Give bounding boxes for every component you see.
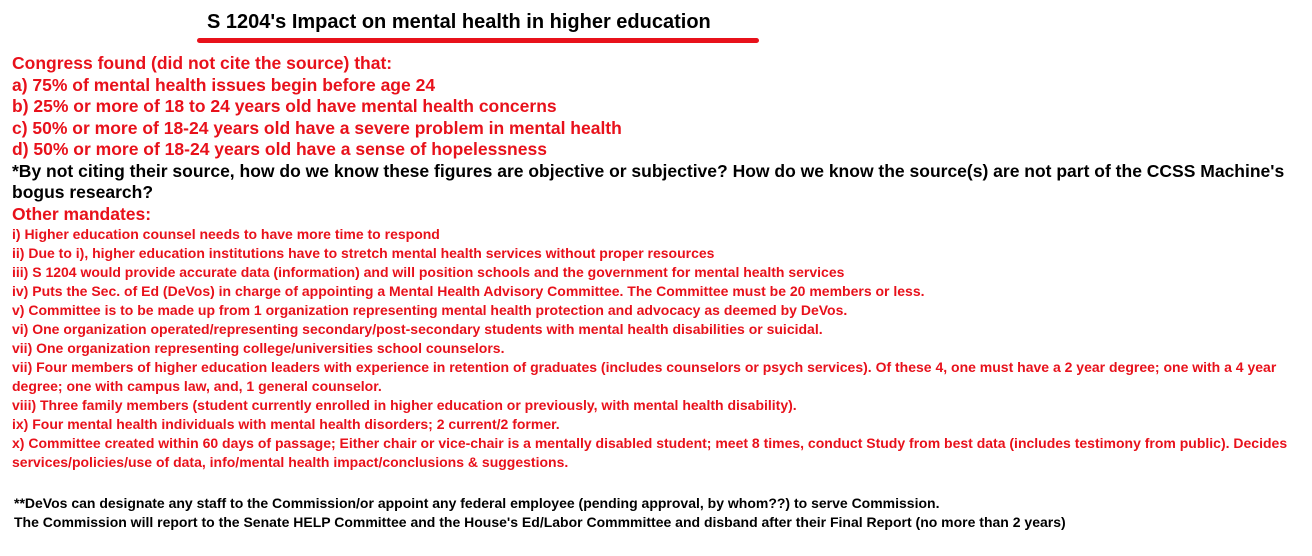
mandate-item: ii) Due to i), higher education institutions have to stretch mental health services without proper resources xyxy=(12,245,715,261)
footer-notes xyxy=(14,494,1309,532)
mandate-item: iv) Puts the Sec. of Ed (DeVos) in charge of appointing a Mental Health Advisory Committee. The Committee must be 20 members or less. xyxy=(12,283,925,299)
finding-item-a: a) 75% of mental health issues begin before age 24 xyxy=(12,74,436,95)
footer-note-commission: The Commission will report to the Senate HELP Committee and the House's Ed/Labor Commmittee and disband after their Final Report (no more than 2 years) xyxy=(14,514,1066,530)
findings-heading: Congress found (did not cite the source) that: xyxy=(12,53,393,73)
mandate-item: iii) S 1204 would provide accurate data (information) and will position schools and the government for mental health services xyxy=(12,264,845,280)
page-title: S 1204's Impact on mental health in higher education xyxy=(207,11,711,33)
finding-item-d: d) 50% or more of 18-24 years old have a sense of hopelessness xyxy=(12,139,547,159)
source-question-note: *By not citing their source, how do we know these figures are objective or subjective? How do we know the source(s) are not part of the CCSS Machine's bogus research? xyxy=(12,160,1285,202)
footer-note-devos: **DeVos can designate any staff to the Commission/or appoint any federal employee (pending approval, by whom??) to serve Commission. xyxy=(14,495,940,511)
mandate-item: i) Higher education counsel needs to have more time to respond xyxy=(12,226,440,242)
finding-item-c: c) 50% or more of 18-24 years old have a severe problem in mental health xyxy=(12,117,622,138)
mandate-item: vii) Four members of higher education leaders with experience in retention of graduates (includes counselors or psych services). Of these 4, one must have a 2 year degree; one with a 4 year degree; one with campus law, and, 1 general counselor. xyxy=(12,359,1277,394)
mandate-item: x) Committee created within 60 days of passage; Either chair or vice-chair is a mentally disabled student; meet 8 times, conduct Study from best data (includes testimony from public). Decides services/policies/use of data, info/mental health impact/conclusions & suggestions. xyxy=(12,435,1288,470)
mandate-item: ix) Four mental health individuals with mental health disorders; 2 current/2 former. xyxy=(12,416,560,432)
mandate-item: vi) One organization operated/representing secondary/post-secondary students with mental health disabilities or suicidal. xyxy=(12,321,823,337)
mandate-item: vii) One organization representing college/universities school counselors. xyxy=(12,340,505,356)
mandates-heading: Other mandates: xyxy=(12,203,152,224)
mandate-item: v) Committee is to be made up from 1 organization representing mental health protection and advocacy as deemed by DeVos. xyxy=(12,302,848,318)
finding-item-b: b) 25% or more of 18 to 24 years old have mental health concerns xyxy=(12,96,557,116)
title-underline xyxy=(197,38,759,43)
mandate-item: viii) Three family members (student currently enrolled in higher education or previously, with mental health disability). xyxy=(12,397,797,413)
findings-section xyxy=(12,53,1307,472)
